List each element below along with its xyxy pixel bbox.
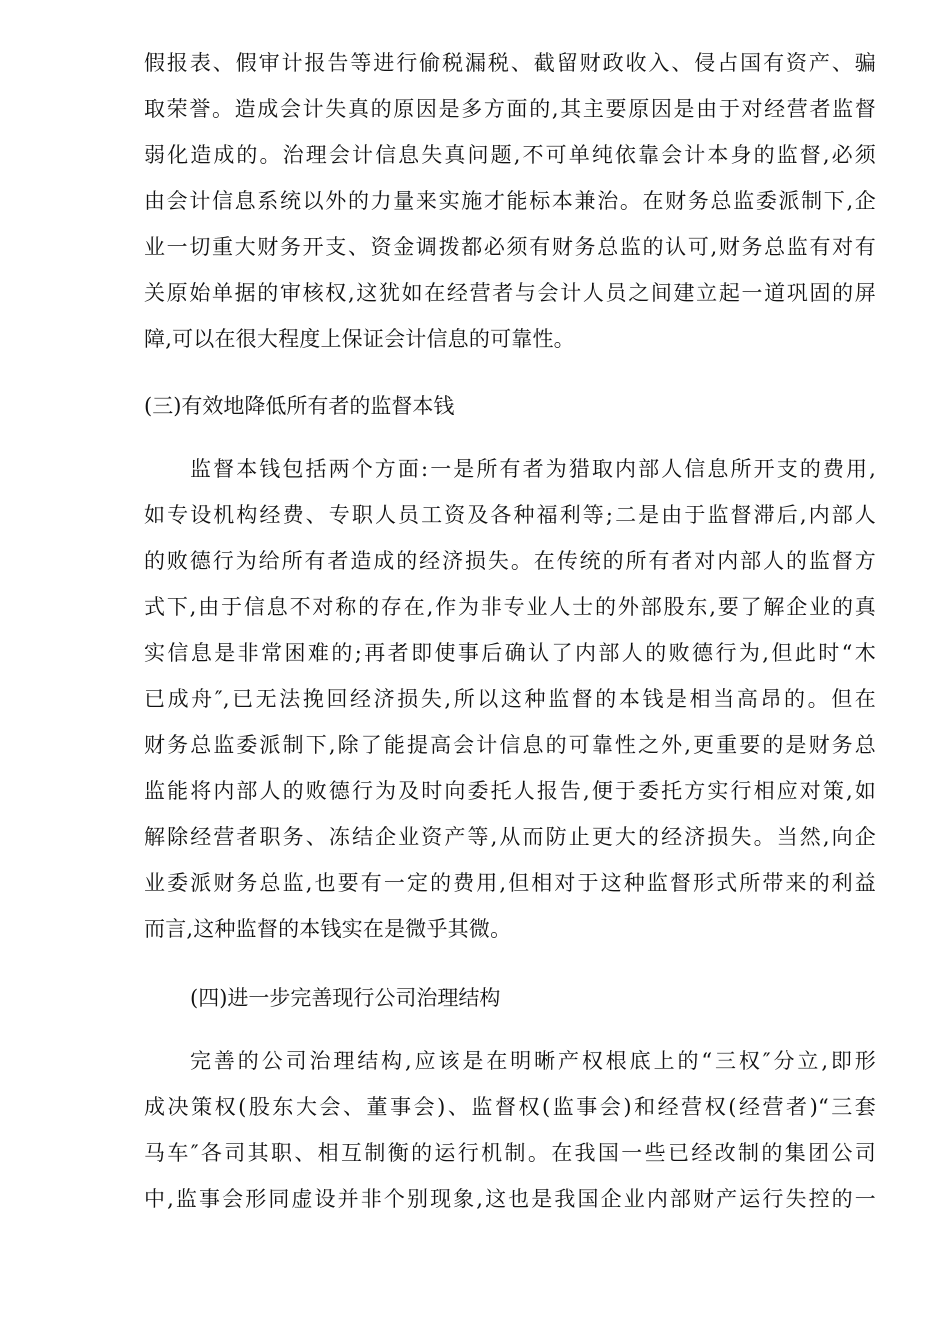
text-line: 弱化造成的。治理会计信息失真问题,不可单纯依靠会计本身的监督,必须	[144, 143, 876, 167]
text-line: 关原始单据的审核权,这犹如在经营者与会计人员之间建立起一道巩固的屏	[144, 281, 876, 305]
text-line: 实信息是非常困难的;再者即使事后确认了内部人的败德行为,但此时“木	[144, 641, 876, 665]
text-line: 完善的公司治理结构,应该是在明晰产权根底上的“三权″分立,即形	[190, 1049, 876, 1073]
text-line: 由会计信息系统以外的力量来实施才能标本兼治。在财务总监委派制下,企	[144, 189, 876, 213]
paragraph-supervision-cost	[144, 446, 876, 952]
text-line: 监督本钱包括两个方面:一是所有者为猎取内部人信息所开支的费用,	[190, 457, 876, 481]
text-line: 已成舟″,已无法挽回经济损失,所以这种监督的本钱是相当高昂的。但在	[144, 687, 876, 711]
text-line: 解除经营者职务、冻结企业资产等,从而防止更大的经济损失。当然,向企	[144, 825, 876, 849]
paragraph-governance-structure	[144, 1038, 876, 1222]
text-line: 式下,由于信息不对称的存在,作为非专业人士的外部股东,要了解企业的真	[144, 595, 876, 619]
text-line: 业委派财务总监,也要有一定的费用,但相对于这种监督形式所带来的利益	[144, 871, 876, 895]
text-line: 障,可以在很大程度上保证会计信息的可靠性。	[144, 327, 575, 351]
text-line: 成决策权(股东大会、董事会)、监督权(监事会)和经营权(经营者)“三套	[144, 1095, 876, 1119]
section-heading-3: (三)有效地降低所有者的监督本钱	[144, 394, 455, 418]
text-line: 而言,这种监督的本钱实在是微乎其微。	[144, 917, 512, 941]
text-line: 财务总监委派制下,除了能提高会计信息的可靠性之外,更重要的是财务总	[144, 733, 876, 757]
text-line: 中,监事会形同虚设并非个别现象,这也是我国企业内部财产运行失控的一	[144, 1187, 876, 1211]
text-line: 马车″各司其职、相互制衡的运行机制。在我国一些已经改制的集团公司	[144, 1141, 876, 1165]
section-heading-4: (四)进一步完善现行公司治理结构	[190, 986, 501, 1010]
text-line: 取荣誉。造成会计失真的原因是多方面的,其主要原因是由于对经营者监督	[144, 97, 876, 121]
text-line: 监能将内部人的败德行为及时向委托人报告,便于委托方实行相应对策,如	[144, 779, 876, 803]
text-line: 的败德行为给所有者造成的经济损失。在传统的所有者对内部人的监督方	[144, 549, 876, 573]
text-line: 如专设机构经费、专职人员工资及各种福利等;二是由于监督滞后,内部人	[144, 503, 876, 527]
text-line: 业一切重大财务开支、资金调拨都必须有财务总监的认可,财务总监有对有	[144, 235, 876, 259]
paragraph-accounting-distortion	[144, 40, 876, 362]
text-line: 假报表、假审计报告等进行偷税漏税、截留财政收入、侵占国有资产、骗	[144, 51, 876, 75]
